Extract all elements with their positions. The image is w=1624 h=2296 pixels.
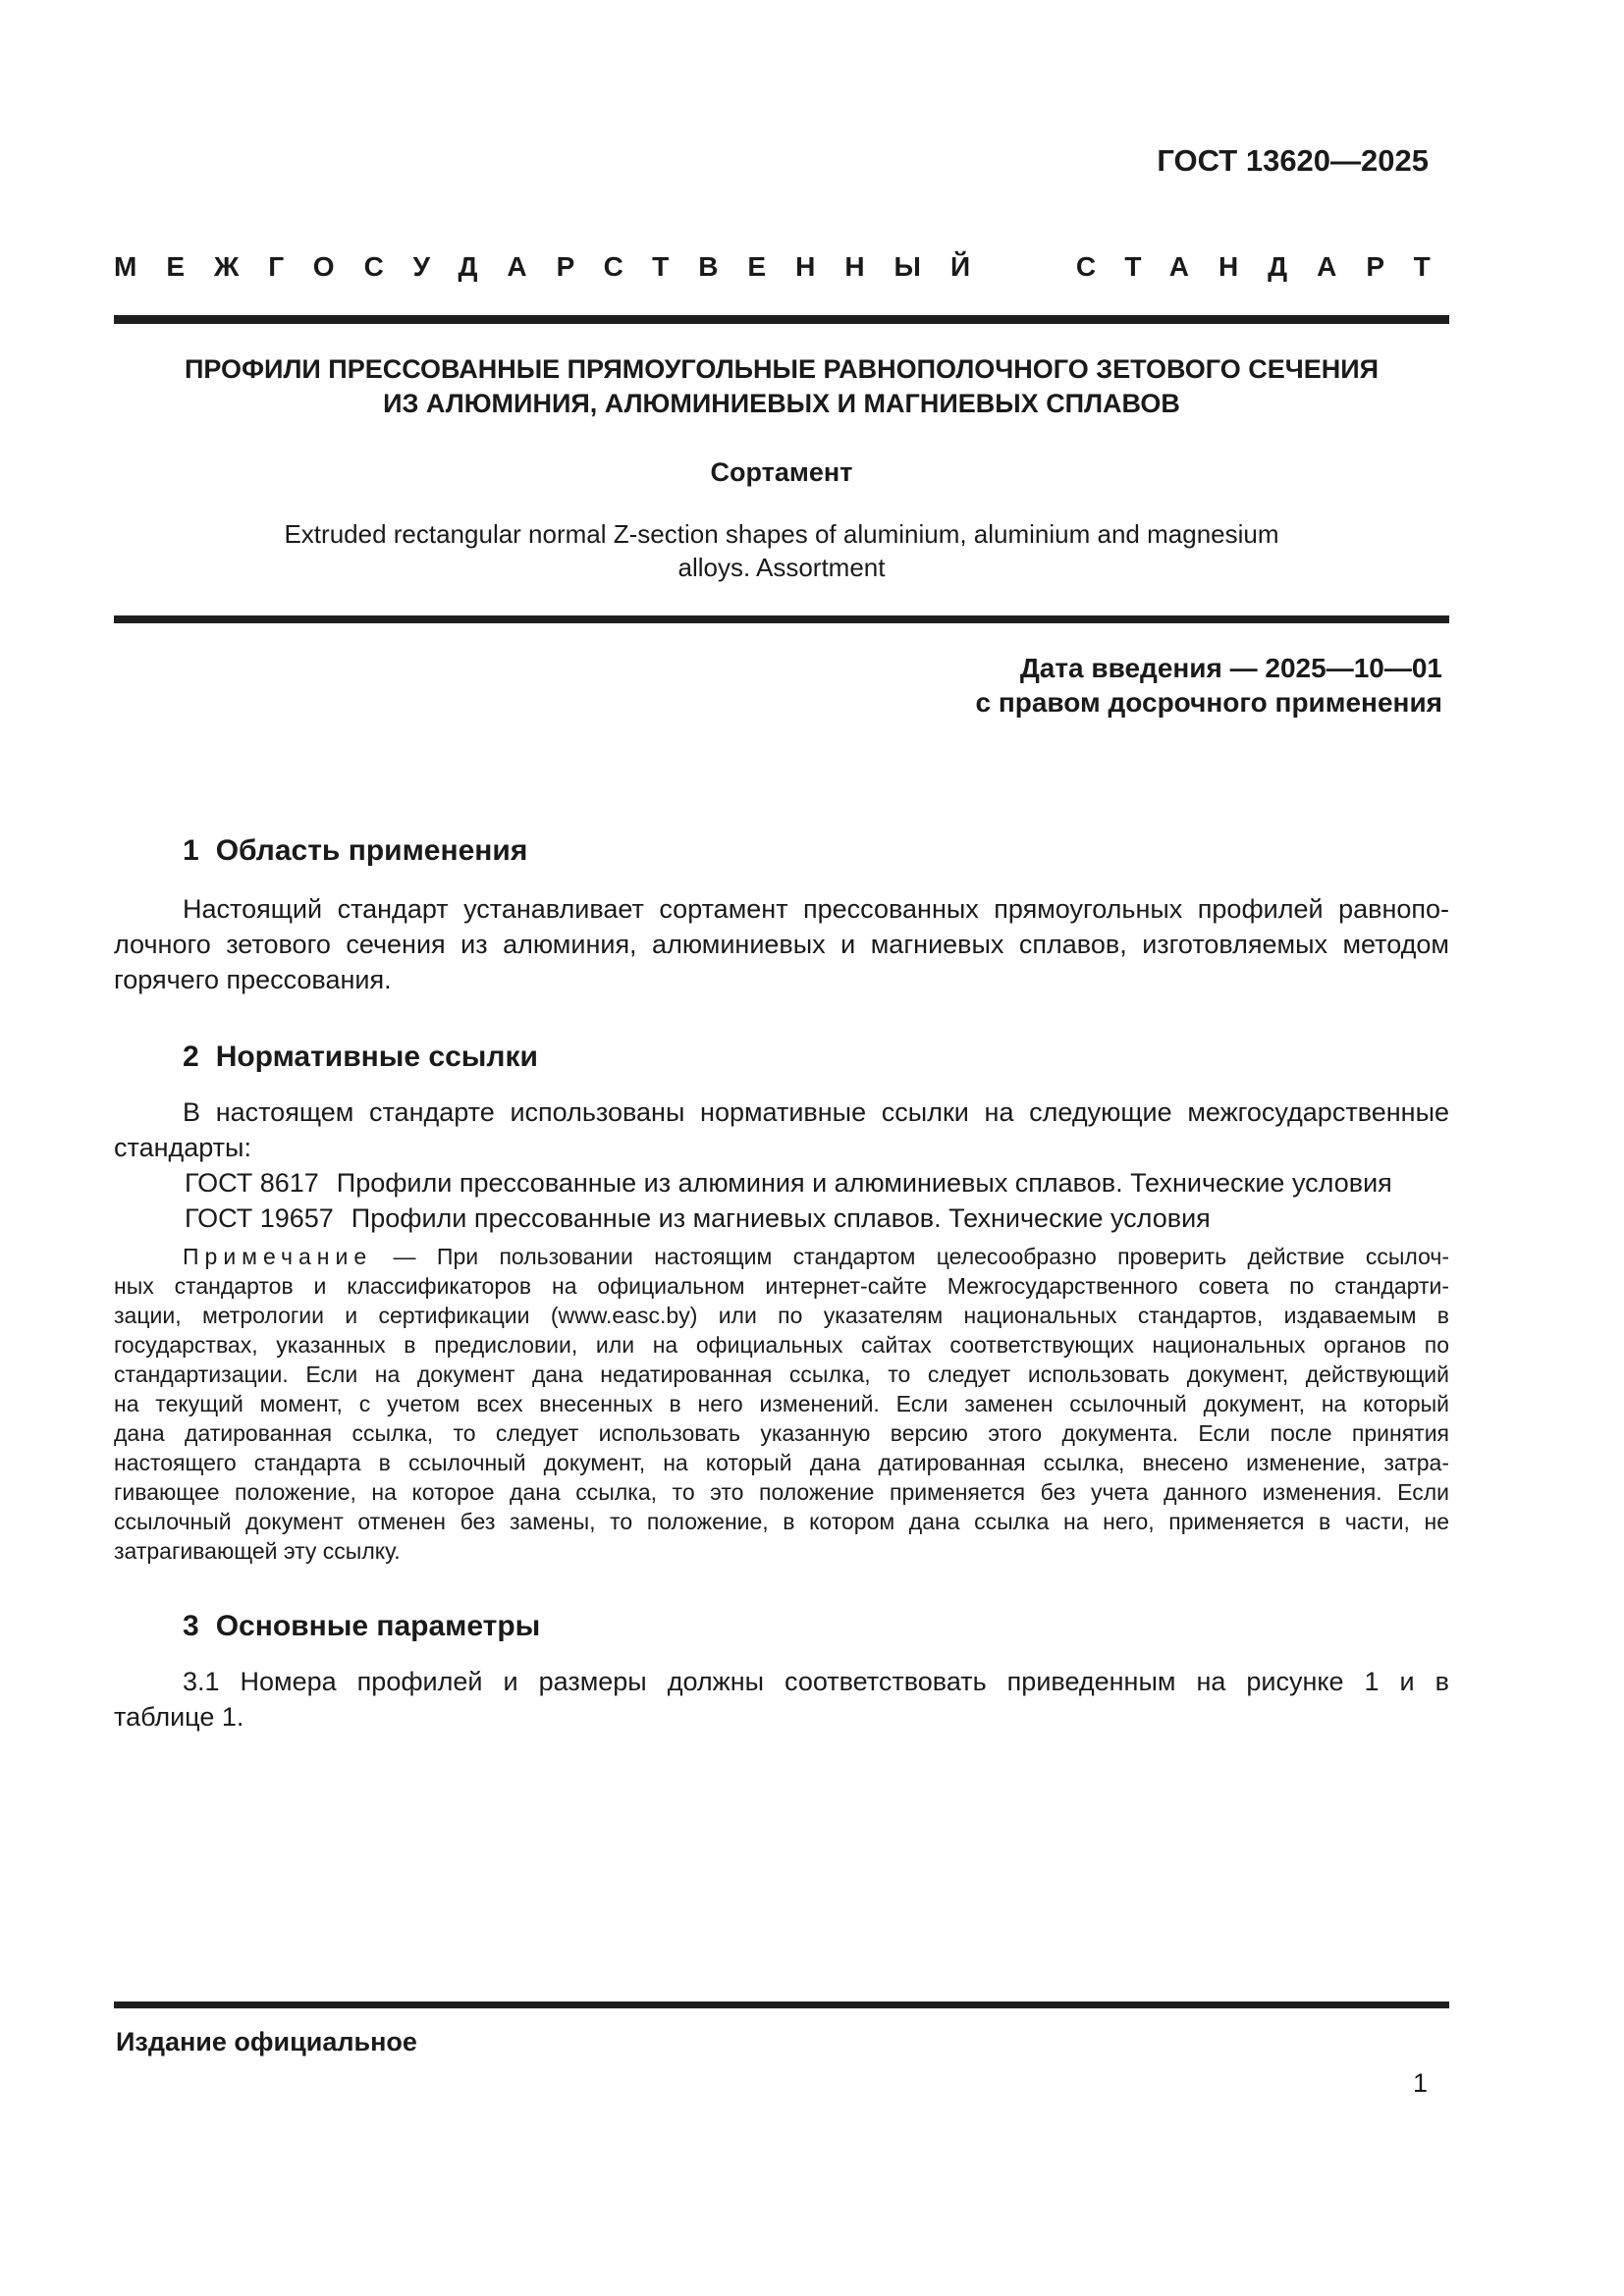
section-1-heading <box>114 833 1518 869</box>
paragraph-line: В настоящем стандарте использованы нормативные ссылки на следующие межгосударственные <box>183 1097 1449 1127</box>
paragraph-line: Настоящий стандарт устанавливает сортамент прессованных прямоугольных профилей равнопо- <box>183 894 1449 924</box>
official-edition-label: Издание официальное <box>116 2027 417 2056</box>
note-line: настоящего стандарта в ссылочный документ, на который дана датированная ссылка, внесено изменение, затра- <box>114 1450 1449 1475</box>
page-number: 1 <box>1412 2068 1428 2098</box>
reference-item <box>114 1201 1449 1236</box>
note-line: дана датированная ссылка, то следует использовать указанную версию этого документа. Если после принятия <box>114 1420 1449 1446</box>
section-1-title: Область применения <box>215 834 528 867</box>
reference-title: Профили прессованные из магниевых сплавов. Технические условия <box>351 1203 1211 1233</box>
effective-date-block <box>975 651 1442 720</box>
section-3-number: 3 <box>183 1610 199 1642</box>
document-subtitle: Сортамент <box>710 457 853 487</box>
effective-date-line-2: с правом досрочного применения <box>975 687 1442 718</box>
reference-item <box>114 1165 1449 1201</box>
paragraph-line: таблице 1. <box>114 1702 244 1732</box>
note-line: гивающее положение, на которое дана ссылка, то это положение применяется без учета данного изменения. Если <box>114 1479 1449 1505</box>
note-label: Примечание <box>183 1244 373 1269</box>
note-line: зации, метрологии и сертификации (www.easc.by) или по указателям национальных стандартов, издаваемым в <box>114 1303 1449 1328</box>
doc-number: ГОСТ 13620—2025 <box>1157 143 1429 178</box>
note-line <box>114 1242 1449 1271</box>
paragraph-line: горячего прессования. <box>114 965 392 994</box>
reference-code: ГОСТ 8617 <box>185 1168 319 1198</box>
document-title-ru <box>114 352 1449 421</box>
header-rule <box>114 315 1449 324</box>
section-3-paragraph <box>114 1664 1449 1735</box>
note-line: на текущий момент, с учетом всех внесенных в него изменений. Если заменен ссылочный документ, на который <box>114 1391 1449 1416</box>
paragraph-line: лочного зетового сечения из алюминия, алюминиевых и магниевых сплавов, изготовляемых методом <box>114 930 1449 959</box>
note-line: ссылочный документ отменен без замены, то положение, в котором дана ссылка на него, применяется в части, не <box>114 1509 1449 1534</box>
reference-code: ГОСТ 19657 <box>185 1203 334 1233</box>
note-paragraph <box>114 1242 1449 1566</box>
paragraph-line: 3.1 Номера профилей и размеры должны соответствовать приведенным на рисунке 1 и в <box>183 1667 1449 1696</box>
section-2-paragraph <box>114 1095 1449 1165</box>
section-2-number: 2 <box>183 1041 199 1073</box>
section-1-paragraph <box>114 891 1449 997</box>
title-separator-rule <box>114 615 1449 623</box>
standard-type-banner: МЕЖГОСУДАРСТВЕННЫЙ СТАНДАРТ <box>114 251 1460 282</box>
section-3-heading <box>114 1609 1518 1644</box>
normative-references-list <box>114 1165 1449 1236</box>
reference-title: Профили прессованные из алюминия и алюминиевых сплавов. Технические условия <box>336 1168 1392 1198</box>
document-title-en <box>114 517 1449 584</box>
paragraph-line: стандарты: <box>114 1133 251 1162</box>
section-1-number: 1 <box>183 834 199 867</box>
title-en-line-1: Extruded rectangular normal Z-section shapes of aluminium, aluminium and magnesium <box>284 519 1279 549</box>
note-line: ных стандартов и классификаторов на официальном интернет-сайте Межгосударственного совета по стандарти- <box>114 1273 1449 1299</box>
section-2-heading <box>114 1040 1518 1075</box>
section-2-title: Нормативные ссылки <box>215 1041 538 1073</box>
section-3-title: Основные параметры <box>215 1610 541 1642</box>
title-ru-line-2: ИЗ АЛЮМИНИЯ, АЛЮМИНИЕВЫХ И МАГНИЕВЫХ СПЛАВОВ <box>383 389 1180 418</box>
note-line: государствах, указанных в предисловии, или на официальных сайтах соответствующих национальных органов по <box>114 1332 1449 1358</box>
title-en-line-2: alloys. Assortment <box>677 553 886 582</box>
title-ru-line-1: ПРОФИЛИ ПРЕССОВАННЫЕ ПРЯМОУГОЛЬНЫЕ РАВНОПОЛОЧНОГО ЗЕТОВОГО СЕЧЕНИЯ <box>184 354 1380 384</box>
note-text-start: — При пользовании настоящим стандартом целесообразно проверить действие ссылоч- <box>372 1244 1449 1269</box>
footer-rule <box>114 2002 1449 2008</box>
effective-date-line-1: Дата введения — 2025—10—01 <box>1019 653 1442 683</box>
note-line: стандартизации. Если на документ дана недатированная ссылка, то следует использовать документ, действующий <box>114 1362 1449 1387</box>
note-line: затрагивающей эту ссылку. <box>114 1538 401 1564</box>
